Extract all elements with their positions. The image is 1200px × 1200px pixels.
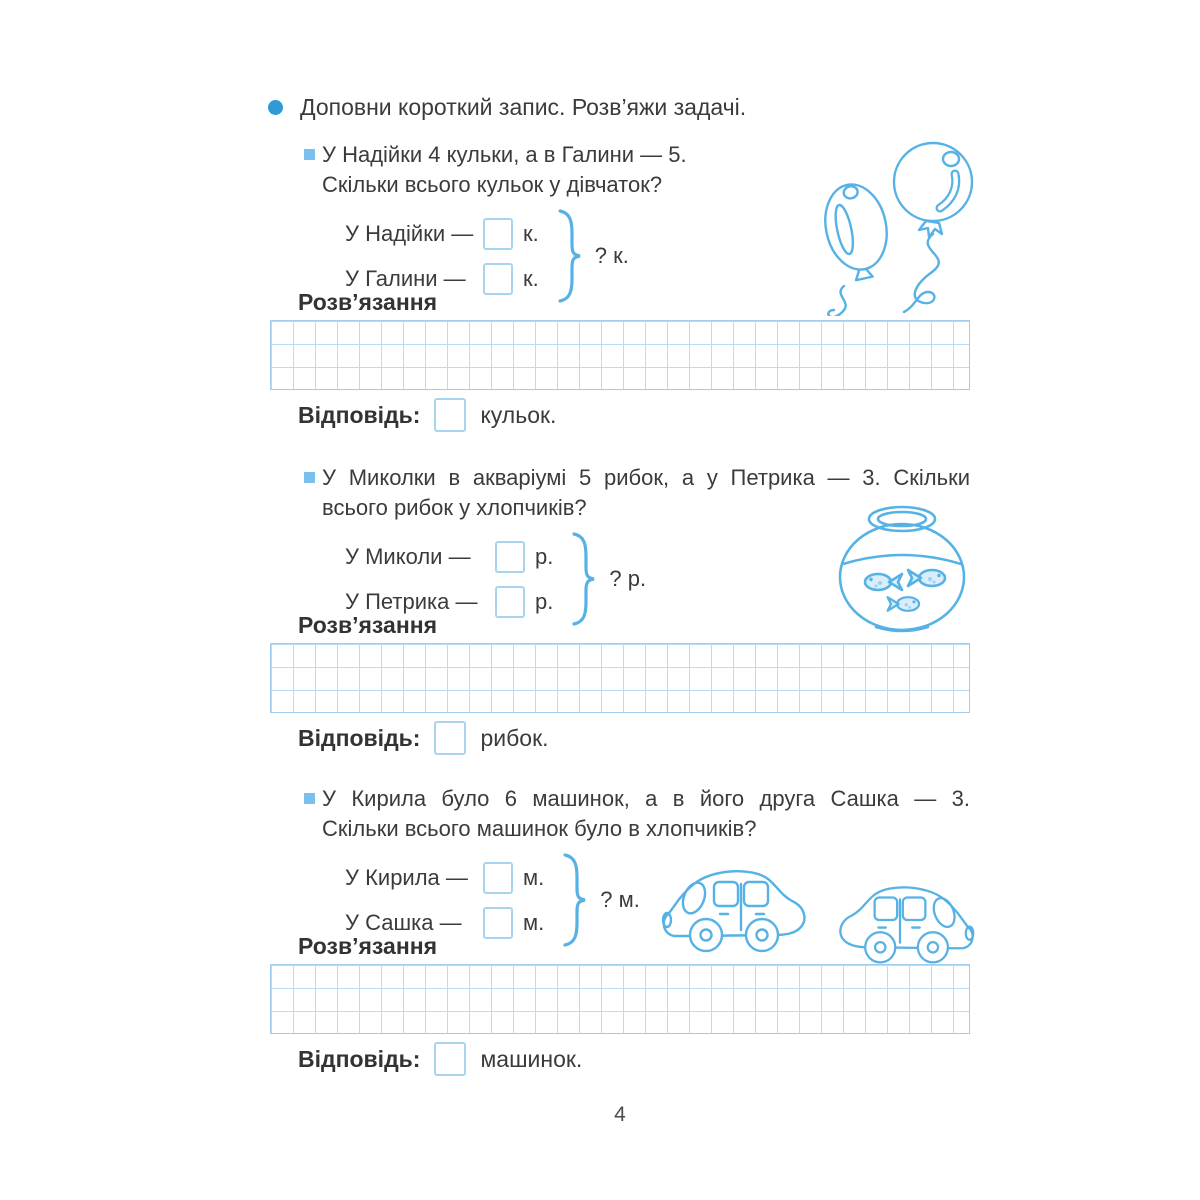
- record-answer-box[interactable]: [483, 218, 513, 250]
- record-answer-box[interactable]: [495, 586, 525, 618]
- record-row: [345, 861, 544, 894]
- record-answer-box[interactable]: [495, 541, 525, 573]
- answer-label: Відповідь:: [298, 1045, 421, 1072]
- record-label: У Миколи —: [345, 543, 471, 569]
- record-unit: р.: [535, 543, 554, 569]
- record-label: У Галини —: [345, 265, 466, 291]
- record-total: ? р.: [609, 566, 647, 591]
- record-label: У Сашка —: [345, 909, 462, 935]
- record-label: У Кирила —: [345, 864, 468, 890]
- solution-grid[interactable]: [270, 320, 970, 390]
- task-instruction-text: Доповни короткий запис. Розв’яжи задачі.: [300, 94, 747, 120]
- problem-line: Скільки всього машинок було в хлопчиків?: [322, 816, 757, 841]
- problem-line: У Миколки в акваріумі 5 рибок, а у Петрика — 3. Скільки: [322, 465, 970, 490]
- answer-label: Відповідь:: [298, 724, 421, 751]
- problem-line: всього рибок у хлопчиків?: [322, 495, 587, 520]
- square-bullet-icon: [304, 793, 315, 804]
- record-unit: р.: [535, 588, 554, 614]
- record-unit: м.: [523, 864, 545, 890]
- answer-line: [298, 1042, 582, 1076]
- record-answer-box[interactable]: [483, 862, 513, 894]
- solution-label: Розв’язання: [298, 612, 438, 638]
- page-number: 4: [614, 1103, 626, 1126]
- solution-grid[interactable]: [270, 964, 970, 1034]
- record-row: [345, 217, 539, 250]
- record-label: У Надійки —: [345, 220, 474, 246]
- record-answer-box[interactable]: [483, 263, 513, 295]
- brace-icon: [555, 208, 583, 304]
- bullet-dot-icon: [268, 100, 283, 115]
- answer-line: [298, 398, 556, 432]
- task-instruction: [268, 94, 746, 121]
- answer-unit: машинок.: [480, 1045, 583, 1072]
- balloons-illustration: [796, 124, 988, 316]
- square-bullet-icon: [304, 149, 315, 160]
- solution-grid[interactable]: [270, 643, 970, 713]
- answer-label: Відповідь:: [298, 401, 421, 428]
- fishbowl-illustration: [820, 498, 986, 634]
- solution-label: Розв’язання: [298, 289, 438, 315]
- solution-label: Розв’язання: [298, 933, 438, 959]
- record-label: У Петрика —: [345, 588, 478, 614]
- answer-line: [298, 721, 549, 755]
- square-bullet-icon: [304, 472, 315, 483]
- brace-icon: [560, 852, 588, 948]
- answer-box[interactable]: [434, 721, 466, 755]
- problem-line: У Кирила було 6 машинок, а в його друга Сашка — 3.: [322, 786, 970, 811]
- record-unit: м.: [523, 909, 545, 935]
- answer-unit: кульок.: [480, 401, 557, 428]
- record-total: ? к.: [594, 243, 629, 268]
- problem-line: Скільки всього кульок у дівчаток?: [322, 172, 663, 197]
- answer-box[interactable]: [434, 1042, 466, 1076]
- record-total: ? м.: [600, 887, 640, 912]
- answer-unit: рибок.: [480, 724, 549, 751]
- record-answer-box[interactable]: [483, 907, 513, 939]
- record-unit: к.: [523, 220, 539, 246]
- record-row: [345, 540, 553, 573]
- record-unit: к.: [523, 265, 539, 291]
- toy-cars-illustration: [658, 840, 980, 964]
- answer-box[interactable]: [434, 398, 466, 432]
- problem-3-text: [322, 784, 970, 844]
- problem-line: У Надійки 4 кульки, а в Галини — 5.: [322, 142, 687, 167]
- brace-icon: [569, 531, 597, 627]
